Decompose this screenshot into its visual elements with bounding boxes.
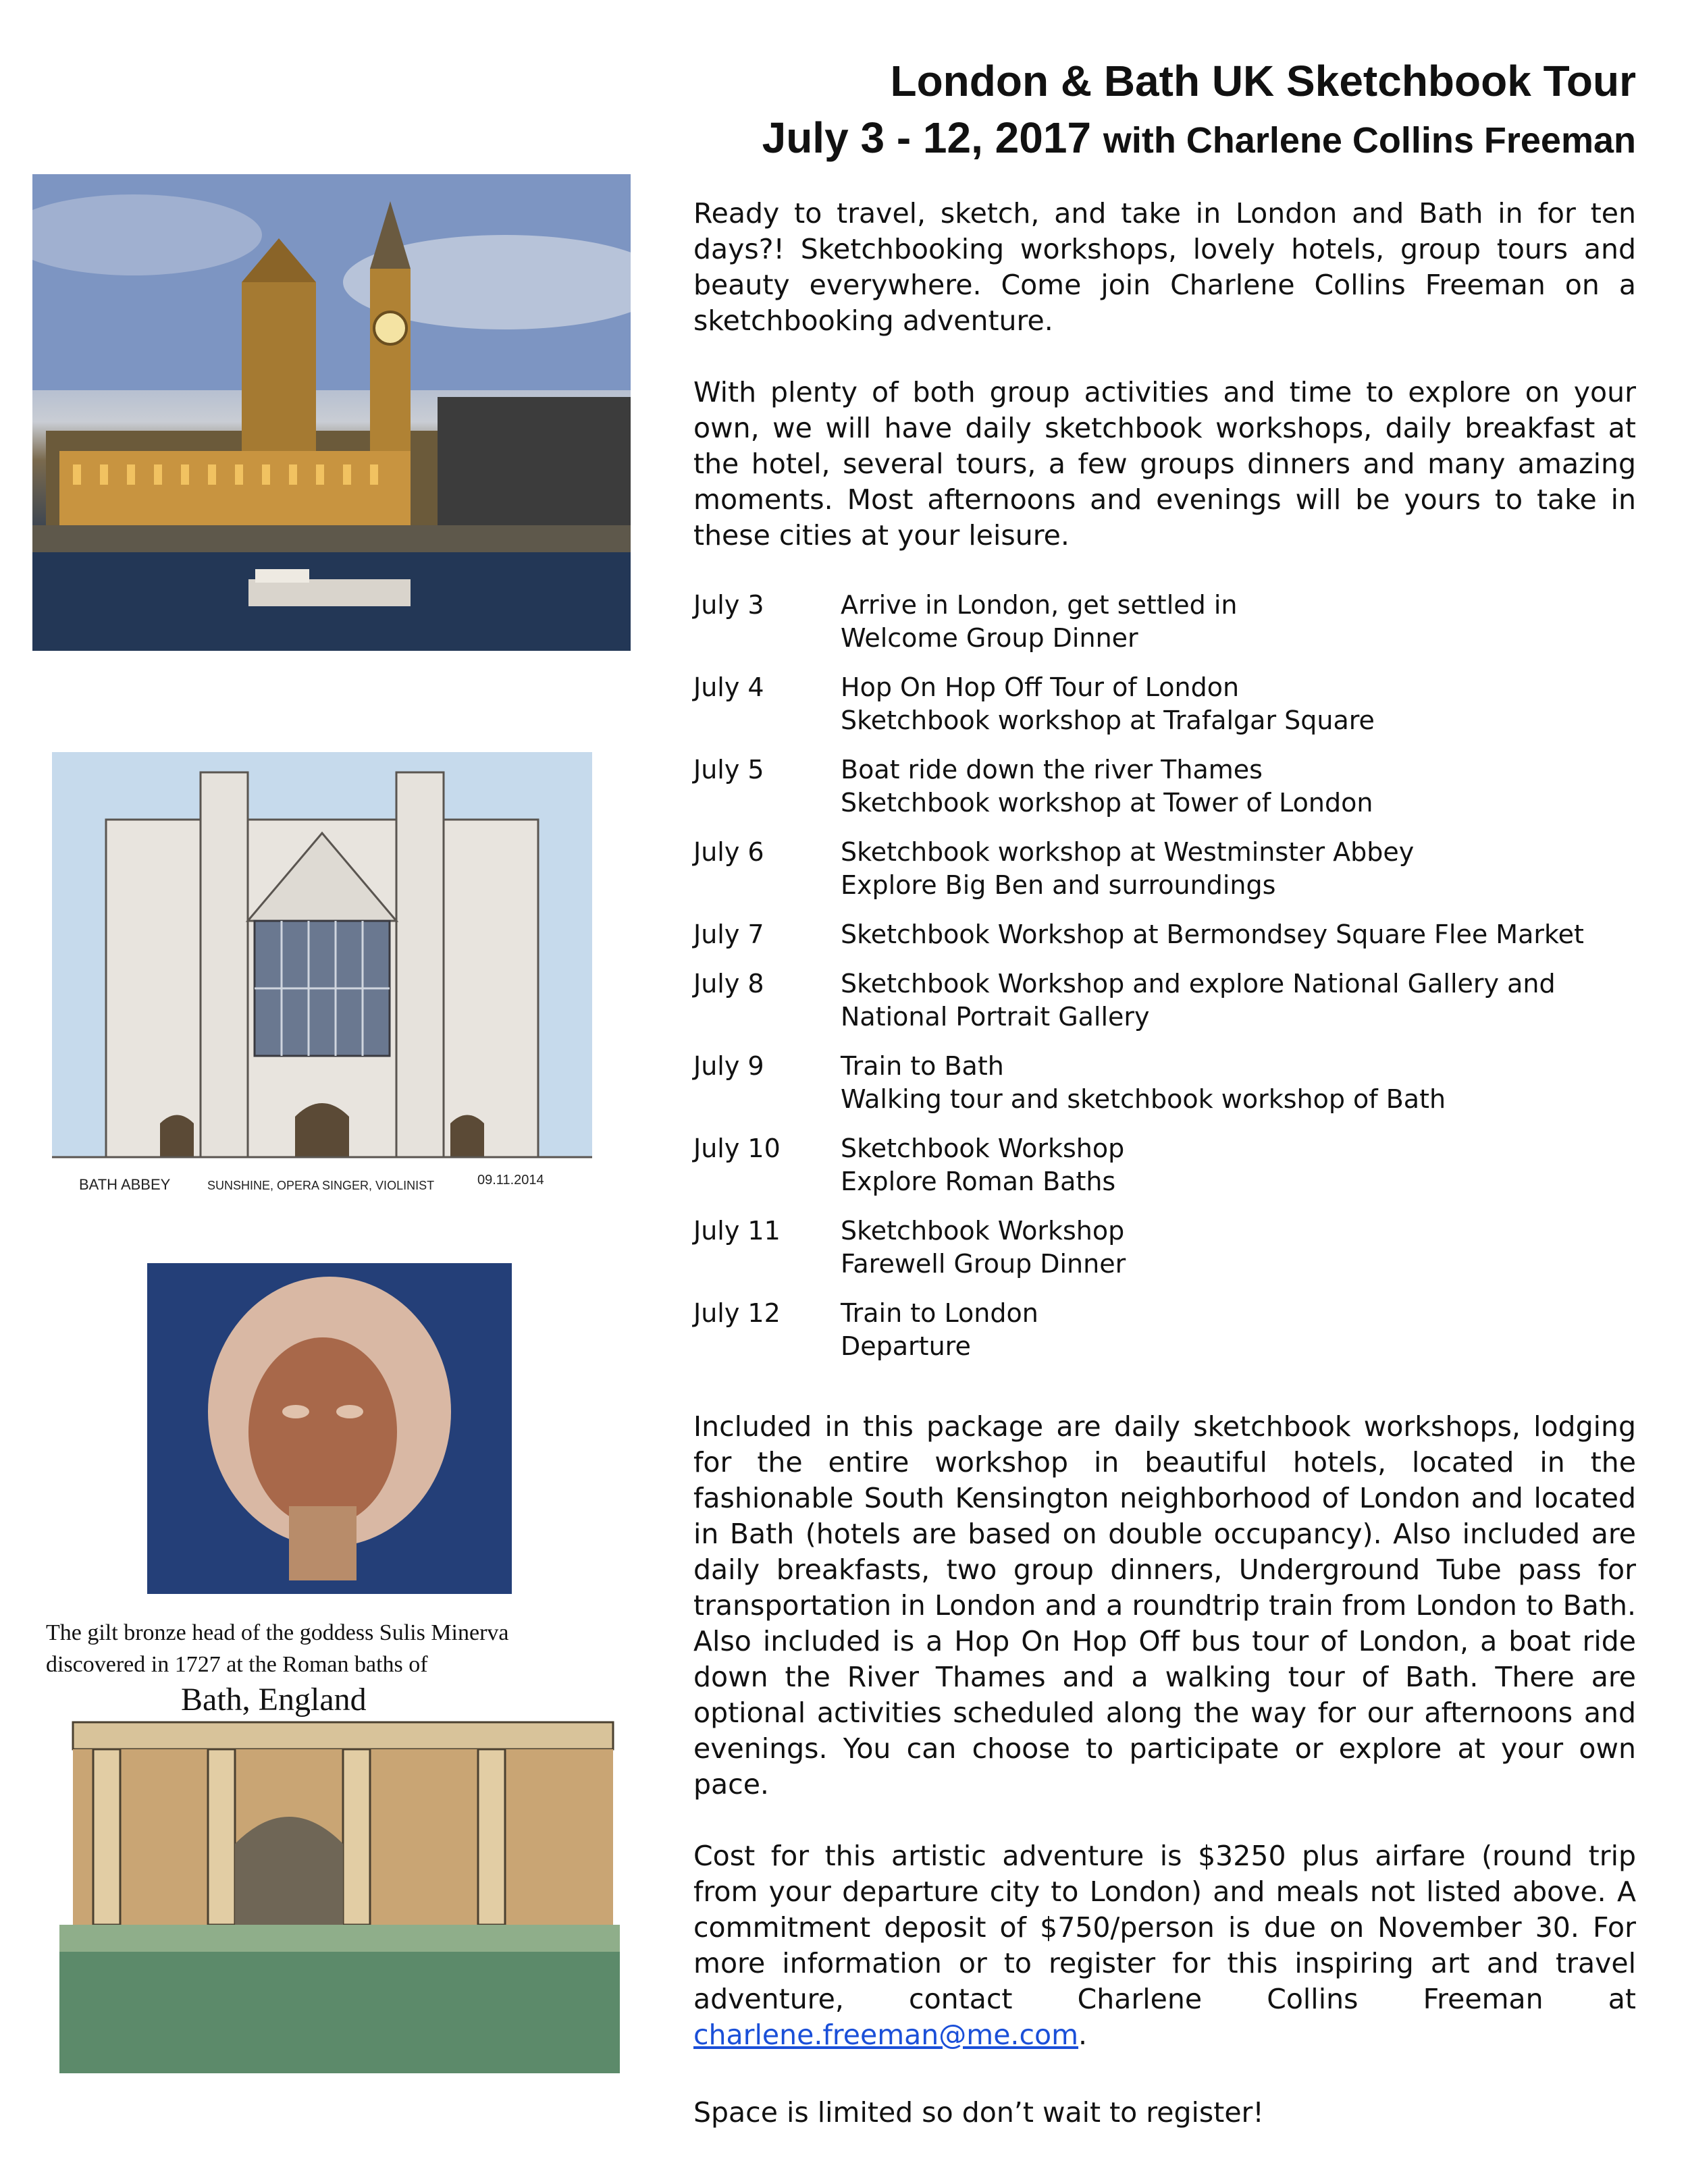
- intro-paragraph-1: Ready to travel, sketch, and take in London and Bath in for ten days?! Sketchbooking workshops, lovely hotels, group tours and beauty everywhere. Come join Charlene Collins Freeman on a sketchbooking adventure.: [693, 197, 1636, 337]
- schedule-row: [693, 1215, 1636, 1281]
- title-block: [762, 53, 1636, 169]
- schedule-activities: [841, 967, 1556, 1034]
- schedule-activity: Welcome Group Dinner: [841, 623, 1138, 653]
- schedule-row: [693, 967, 1636, 1034]
- page-title: London & Bath UK Sketchbook Tour: [890, 57, 1636, 105]
- abbey-caption-left: BATH ABBEY: [79, 1176, 171, 1193]
- schedule-activity: Sketchbook Workshop at Bermondsey Square Flee Market: [841, 920, 1584, 949]
- schedule-row: [693, 753, 1636, 820]
- schedule-activities: [841, 1297, 1038, 1363]
- schedule-activity: Walking tour and sketchbook workshop of Bath: [841, 1084, 1446, 1114]
- schedule-activities: [841, 1050, 1446, 1116]
- schedule-date: July 5: [693, 755, 764, 784]
- bath-abbey-illustration: [52, 752, 592, 1217]
- schedule-date: July 3: [693, 590, 764, 620]
- schedule-activity: Sketchbook Workshop: [841, 1134, 1125, 1163]
- schedule-date: July 11: [693, 1216, 781, 1246]
- schedule-date: July 9: [693, 1051, 764, 1081]
- cost-paragraph: [693, 1838, 1636, 2053]
- schedule-activity: Sketchbook Workshop and explore National Gallery and: [841, 969, 1556, 998]
- instructor-credit: with Charlene Collins Freeman: [1103, 120, 1636, 161]
- schedule-activity: National Portrait Gallery: [841, 1002, 1150, 1032]
- schedule-date: July 12: [693, 1298, 781, 1328]
- schedule-row: [693, 1050, 1636, 1116]
- schedule-activity: Explore Roman Baths: [841, 1167, 1116, 1196]
- schedule-activities: [841, 918, 1584, 951]
- cost-period: .: [1078, 2019, 1088, 2051]
- itinerary-schedule: [693, 589, 1636, 1379]
- abbey-caption-mid: SUNSHINE, OPERA SINGER, VIOLINIST: [207, 1179, 435, 1192]
- schedule-date: July 8: [693, 969, 764, 998]
- westminster-photo: [32, 174, 631, 651]
- minerva-illustration: [32, 1250, 625, 2080]
- abbey-caption-date: 09.11.2014: [477, 1173, 544, 1188]
- bath-abbey-sketch: [52, 752, 592, 1217]
- intro-paragraph-2: With plenty of both group activities and time to explore on your own, we will have daily sketchbook workshops, daily breakfast at the hotel, several tours, a few groups dinners and many amazing moments. Most afternoons and evenings will be yours to take in these cities at your leisure.: [693, 376, 1636, 552]
- schedule-activities: [841, 589, 1237, 655]
- minerva-caption-line1: The gilt bronze head of the goddess Sulis Minerva: [46, 1620, 509, 1645]
- schedule-activity: Farewell Group Dinner: [841, 1249, 1126, 1279]
- schedule-activities: [841, 1132, 1124, 1198]
- schedule-activity: Sketchbook workshop at Trafalgar Square: [841, 705, 1375, 735]
- schedule-row: [693, 836, 1636, 902]
- schedule-activity: Train to London: [841, 1298, 1038, 1328]
- schedule-row: [693, 671, 1636, 737]
- tour-dates: July 3 - 12, 2017: [762, 113, 1092, 162]
- schedule-activity: Arrive in London, get settled in: [841, 590, 1238, 620]
- schedule-row: [693, 1132, 1636, 1198]
- schedule-activities: [841, 836, 1414, 902]
- schedule-activity: Explore Big Ben and surroundings: [841, 870, 1276, 900]
- westminster-illustration: [32, 174, 631, 651]
- schedule-date: July 10: [693, 1134, 781, 1163]
- schedule-activity: Hop On Hop Off Tour of London: [841, 672, 1240, 702]
- schedule-activities: [841, 671, 1375, 737]
- schedule-row: [693, 589, 1636, 655]
- schedule-activity: Departure: [841, 1331, 971, 1361]
- page-subtitle: [762, 109, 1636, 169]
- schedule-activity: Boat ride down the river Thames: [841, 755, 1263, 784]
- schedule-activity: Sketchbook Workshop: [841, 1216, 1125, 1246]
- minerva-baths-sketch: [32, 1250, 625, 2080]
- schedule-activity: Sketchbook workshop at Tower of London: [841, 788, 1373, 818]
- schedule-row: [693, 918, 1636, 951]
- included-paragraph: Included in this package are daily sketchbook workshops, lodging for the entire workshop in beautiful hotels, located in the fashionable South Kensington neighborhood of London and located in Bath (hotels are based on double occupancy). Also included are daily breakfasts, two group dinners, Underground Tube pass for transportation in London and a roundtrip train from London to Bath. Also included is a Hop On Hop Off bus tour of London, a boat ride down the River Thames and a walking tour of Bath. There are optional activities scheduled along the way for our afternoons and evenings. You can choose to participate or explore at your own pace.: [693, 1410, 1636, 1801]
- schedule-date: July 4: [693, 672, 764, 702]
- closing-line: Space is limited so don’t wait to register!: [693, 2096, 1264, 2129]
- minerva-caption-line3: Bath, England: [181, 1682, 367, 1717]
- schedule-date: July 7: [693, 920, 764, 949]
- schedule-activity: Sketchbook workshop at Westminster Abbey: [841, 837, 1415, 867]
- schedule-activity: Train to Bath: [841, 1051, 1004, 1081]
- schedule-row: [693, 1297, 1636, 1363]
- schedule-activities: [841, 753, 1373, 820]
- schedule-activities: [841, 1215, 1126, 1281]
- contact-email-link[interactable]: charlene.freeman@me.com: [693, 2019, 1079, 2051]
- minerva-caption-line2: discovered in 1727 at the Roman baths of: [46, 1652, 428, 1677]
- cost-text: Cost for this artistic adventure is $3250 plus airfare (round trip from your departure city to London) and meals not listed above. A commitment deposit of $750/person is due on November 30. For more information or to register for this inspiring art and travel adventure, contact Charlene Collins Freeman at: [693, 1840, 1636, 2015]
- schedule-date: July 6: [693, 837, 764, 867]
